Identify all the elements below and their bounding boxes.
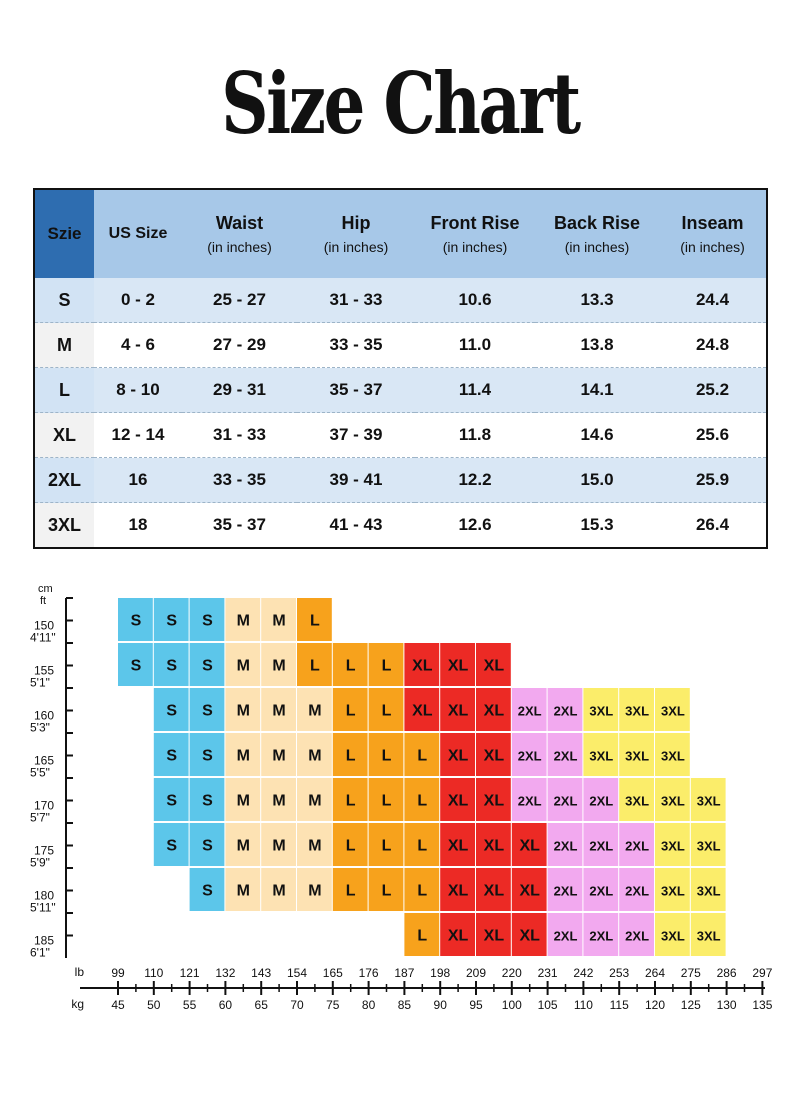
weight-kg-label: 120 [644, 998, 666, 1012]
size-cell-label: M [272, 612, 286, 630]
height-cm-label: 170 [34, 798, 55, 813]
size-cell-label: L [310, 657, 320, 675]
size-cell-label: M [272, 657, 286, 675]
size-cell-label: 2XL [553, 928, 578, 944]
size-cell-label: L [345, 837, 356, 855]
size-cell-label: M [236, 747, 250, 765]
table-row [34, 278, 767, 323]
size-cell-label: L [345, 747, 356, 765]
table-cell: 25.9 [659, 458, 767, 503]
table-cell: 25.6 [659, 413, 767, 458]
size-cell-label: 2XL [517, 748, 542, 764]
size-cell-label: L [381, 837, 392, 855]
header-inseam: Inseam (in inches) [659, 189, 767, 278]
table-cell: 24.4 [659, 278, 767, 323]
table-cell: 24.8 [659, 323, 767, 368]
size-cell-label: L [417, 837, 428, 855]
size-cell-label: 3XL [589, 703, 614, 719]
table-cell: 15.3 [535, 503, 659, 549]
table-cell: 11.0 [415, 323, 535, 368]
size-table [33, 188, 768, 549]
size-cell-label: S [166, 837, 178, 855]
size-cell-label: 3XL [660, 703, 685, 719]
header-back-rise: Back Rise (in inches) [535, 189, 659, 278]
height-cm-label: 165 [34, 753, 55, 768]
weight-lb-label: 231 [537, 966, 558, 980]
height-ft-label: 5'11" [30, 900, 56, 915]
size-cell-label: S [166, 612, 178, 630]
table-cell: 18 [94, 503, 182, 549]
size-cell-label: 2XL [589, 793, 614, 809]
size-cell-label: M [272, 792, 286, 810]
weight-lb-label: 198 [430, 966, 451, 980]
size-cell-label: XL [447, 837, 469, 855]
weight-lb-label: 275 [680, 966, 701, 980]
weight-lb-label: 143 [251, 966, 272, 980]
size-cell-label: S [202, 882, 213, 900]
size-cell-label: M [308, 702, 322, 720]
size-cell-label: M [236, 882, 250, 900]
size-cell-label: S [166, 657, 178, 675]
size-cell-label: XL [483, 882, 505, 900]
size-cell-label: 3XL [660, 748, 685, 764]
size-cell-label: XL [483, 747, 505, 765]
size-cell-label: 2XL [625, 838, 650, 854]
table-cell: 26.4 [659, 503, 767, 549]
size-cell-label: L [381, 882, 392, 900]
weight-lb-label: 264 [644, 966, 666, 980]
size-cell-label: S [202, 657, 213, 675]
table-cell: 25 - 27 [182, 278, 297, 323]
table-cell: 12.6 [415, 503, 535, 549]
table-cell: 35 - 37 [297, 368, 415, 413]
table-cell: 13.3 [535, 278, 659, 323]
size-cell-label: S [166, 747, 178, 765]
size-cell-label: M [272, 837, 286, 855]
table-cell: 14.6 [535, 413, 659, 458]
weight-lb-label: 99 [111, 966, 125, 980]
size-label-cell: 3XL [34, 503, 94, 549]
header-size: Szie [34, 189, 94, 278]
size-cell-label: M [272, 747, 286, 765]
size-cell-label: L [417, 792, 428, 810]
x-axis-unit-kg: kg [71, 997, 84, 1011]
table-cell: 33 - 35 [297, 323, 415, 368]
table-cell: 31 - 33 [182, 413, 297, 458]
size-cell-label: L [417, 927, 428, 945]
size-cell-label: 2XL [589, 838, 614, 854]
header-waist: Waist (in inches) [182, 189, 297, 278]
weight-lb-label: 110 [144, 966, 164, 980]
table-cell: 12.2 [415, 458, 535, 503]
size-cell-label: XL [483, 837, 505, 855]
size-cell-label: 2XL [553, 883, 578, 899]
size-cell-label: XL [447, 927, 469, 945]
weight-kg-label: 95 [469, 998, 483, 1012]
size-cell-label: 2XL [553, 703, 578, 719]
weight-kg-label: 90 [433, 998, 447, 1012]
weight-kg-label: 65 [254, 998, 268, 1012]
height-cm-label: 155 [34, 663, 55, 678]
weight-lb-label: 132 [215, 966, 236, 980]
size-label-cell: L [34, 368, 94, 413]
size-cell-label: L [345, 702, 356, 720]
size-cell-label: XL [447, 792, 469, 810]
table-row [34, 458, 767, 503]
weight-lb-label: 165 [322, 966, 343, 980]
weight-lb-label: 176 [358, 966, 379, 980]
weight-kg-label: 135 [752, 998, 773, 1012]
size-cell-label: XL [483, 792, 505, 810]
table-cell: 41 - 43 [297, 503, 415, 549]
size-cell-label: 2XL [517, 793, 542, 809]
size-cell-label: L [310, 612, 320, 630]
size-cell-label: 2XL [553, 748, 578, 764]
size-cell-label: XL [447, 747, 469, 765]
weight-kg-label: 110 [573, 998, 593, 1012]
table-cell: 16 [94, 458, 182, 503]
weight-lb-label: 220 [501, 966, 522, 980]
height-cm-label: 150 [34, 618, 55, 633]
size-cell-label: S [202, 612, 213, 630]
weight-kg-label: 100 [501, 998, 522, 1012]
height-ft-label: 4'11" [30, 630, 56, 645]
size-label-cell: S [34, 278, 94, 323]
height-ft-label: 5'7" [30, 810, 50, 825]
table-cell: 33 - 35 [182, 458, 297, 503]
size-cell-label: M [308, 747, 322, 765]
table-row [34, 323, 767, 368]
size-cell-label: M [308, 792, 322, 810]
weight-lb-label: 121 [179, 966, 200, 980]
size-cell-label: 3XL [696, 883, 721, 899]
size-cell-label: S [202, 702, 213, 720]
size-cell-label: XL [412, 657, 433, 675]
size-cell-label: 2XL [589, 883, 614, 899]
y-axis-unit-cm: cm [38, 583, 53, 595]
height-cm-label: 160 [34, 708, 55, 723]
table-cell: 0 - 2 [94, 278, 182, 323]
weight-kg-label: 125 [680, 998, 701, 1012]
size-cell-label: M [236, 657, 250, 675]
table-cell: 27 - 29 [182, 323, 297, 368]
weight-kg-label: 60 [218, 998, 233, 1012]
size-cell-label: XL [483, 927, 505, 945]
height-weight-size-grid [0, 575, 800, 1020]
size-cell-label: XL [519, 882, 540, 900]
weight-kg-label: 50 [147, 998, 161, 1012]
size-cell-label: XL [519, 927, 540, 945]
table-cell: 31 - 33 [297, 278, 415, 323]
table-cell: 12 - 14 [94, 413, 182, 458]
size-cell-label: 2XL [553, 793, 578, 809]
size-cell-label: XL [447, 657, 469, 675]
size-cell-label: 3XL [660, 928, 685, 944]
weight-lb-label: 286 [716, 966, 737, 980]
size-cell-label: S [130, 612, 142, 630]
size-cell-label: L [381, 657, 392, 675]
height-ft-label: 5'5" [30, 765, 50, 780]
size-cell-label: XL [447, 882, 469, 900]
weight-lb-label: 297 [752, 966, 773, 980]
size-cell-label: L [381, 702, 392, 720]
size-cell-label: 3XL [696, 838, 721, 854]
table-cell: 14.1 [535, 368, 659, 413]
table-cell: 11.8 [415, 413, 535, 458]
weight-lb-label: 187 [394, 966, 415, 980]
size-cell-label: 2XL [553, 838, 578, 854]
size-cell-label: M [308, 882, 322, 900]
size-cell-label: XL [519, 837, 540, 855]
size-cell-label: 3XL [589, 748, 614, 764]
size-cell-label: S [202, 837, 213, 855]
size-cell-label: 2XL [625, 883, 650, 899]
table-cell: 10.6 [415, 278, 535, 323]
size-cell-label: XL [483, 657, 505, 675]
size-label-cell: M [34, 323, 94, 368]
size-label-cell: XL [34, 413, 94, 458]
page-title: Size Chart [221, 54, 579, 153]
x-axis-unit-lb: lb [74, 965, 84, 979]
size-cell-label: 3XL [660, 883, 685, 899]
size-cell-label: L [345, 657, 356, 675]
size-cell-label: S [130, 657, 142, 675]
table-cell: 35 - 37 [182, 503, 297, 549]
weight-kg-label: 55 [182, 998, 197, 1012]
size-cell-label: 2XL [589, 928, 614, 944]
header-hip: Hip (in inches) [297, 189, 415, 278]
table-header-row [34, 189, 767, 278]
weight-kg-label: 130 [716, 998, 737, 1012]
size-cell-label: 3XL [625, 703, 650, 719]
size-cell-label: M [236, 792, 250, 810]
size-cell-label: M [272, 882, 286, 900]
size-cell-label: M [272, 702, 286, 720]
weight-kg-label: 105 [537, 998, 558, 1012]
table-cell: 4 - 6 [94, 323, 182, 368]
size-cell-label: L [345, 792, 356, 810]
table-row [34, 368, 767, 413]
weight-kg-label: 115 [609, 998, 629, 1012]
size-cell-label: L [417, 747, 428, 765]
size-cell-label: L [417, 882, 428, 900]
size-cell-label: XL [412, 702, 433, 720]
height-ft-label: 5'3" [30, 720, 50, 735]
table-row [34, 503, 767, 549]
size-cell-label: M [236, 702, 250, 720]
size-cell-label: L [345, 882, 356, 900]
size-cell-label: 2XL [517, 703, 542, 719]
weight-lb-label: 209 [465, 966, 487, 980]
size-cell-label: M [308, 837, 322, 855]
size-cell-label: M [236, 612, 250, 630]
size-cell-label: L [381, 792, 392, 810]
size-cell-label: 2XL [625, 928, 650, 944]
height-ft-label: 6'1" [30, 945, 50, 960]
size-cell-label: 3XL [625, 748, 650, 764]
table-row [34, 413, 767, 458]
size-cell-label: S [166, 702, 178, 720]
weight-kg-label: 45 [111, 998, 125, 1012]
size-cell-label: 3XL [660, 838, 685, 854]
y-axis-unit-ft: ft [40, 595, 47, 607]
size-cell-label: S [202, 792, 213, 810]
height-ft-label: 5'1" [30, 675, 50, 690]
table-cell: 37 - 39 [297, 413, 415, 458]
table-cell: 29 - 31 [182, 368, 297, 413]
weight-kg-label: 85 [397, 998, 412, 1012]
table-cell: 11.4 [415, 368, 535, 413]
table-cell: 13.8 [535, 323, 659, 368]
height-cm-label: 175 [34, 843, 55, 858]
weight-lb-label: 253 [609, 966, 630, 980]
weight-kg-label: 70 [290, 998, 304, 1012]
size-cell-label: S [202, 747, 213, 765]
weight-kg-label: 75 [326, 998, 340, 1012]
size-cell-label: 3XL [696, 793, 721, 809]
table-cell: 39 - 41 [297, 458, 415, 503]
size-cell-label: 3XL [660, 793, 685, 809]
header-us-size: US Size [94, 189, 182, 278]
weight-lb-label: 242 [573, 966, 594, 980]
table-cell: 25.2 [659, 368, 767, 413]
height-cm-label: 180 [34, 888, 55, 903]
size-cell-label: 3XL [625, 793, 650, 809]
size-cell-label: L [381, 747, 392, 765]
size-cell-label: XL [483, 702, 505, 720]
size-cell-label: M [236, 837, 250, 855]
table-cell: 15.0 [535, 458, 659, 503]
table-cell: 8 - 10 [94, 368, 182, 413]
weight-kg-label: 80 [361, 998, 376, 1012]
header-front-rise: Front Rise (in inches) [415, 189, 535, 278]
height-cm-label: 185 [34, 933, 55, 948]
height-ft-label: 5'9" [30, 855, 50, 870]
size-cell-label: XL [447, 702, 469, 720]
weight-lb-label: 154 [286, 966, 308, 980]
size-cell-label: 3XL [696, 928, 721, 944]
size-label-cell: 2XL [34, 458, 94, 503]
size-cell-label: S [166, 792, 178, 810]
